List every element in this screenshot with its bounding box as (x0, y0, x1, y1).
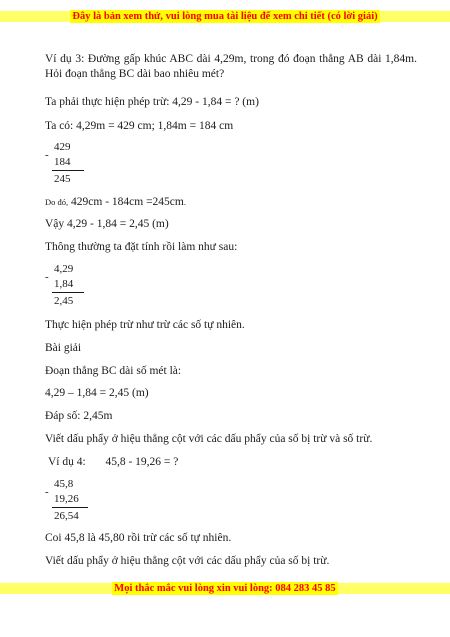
subtraction-calc-1 (45, 140, 95, 188)
example3-step1: Ta phải thực hiện phép trừ: 4,29 - 1,84 = ? (m) (45, 96, 259, 108)
example4-heading (48, 455, 420, 470)
minuend: 4,29 (54, 263, 74, 275)
difference: 2,45 (54, 295, 74, 307)
example3-comma-rule: Viết dấu phẩy ở hiệu thẳng cột với các dấu phẩy của số bị trừ và số trừ. (45, 433, 373, 445)
example3-step2: Ta có: 4,29m = 429 cm; 1,84m = 184 cm (45, 120, 234, 132)
example4-comma-rule: Viết dấu phẩy ở hiệu thẳng cột với các dấu phẩy của số bị trừ. (45, 555, 330, 567)
contact-banner (0, 583, 450, 594)
difference: 26,54 (54, 510, 79, 522)
solution-title: Bài giải (45, 342, 82, 354)
example3-problem: Ví dụ 3: Đường gấp khúc ABC dài 4,29m, trong đó đoạn thẳng AB dài 1,84m. Hỏi đoạn thẳng BC dài bao nhiêu mét? (45, 53, 417, 80)
calc-rule (52, 507, 88, 508)
example4-title: Ví dụ 4: (48, 456, 86, 468)
subtraction-calc-2 (45, 262, 95, 310)
minus-sign: - (45, 149, 49, 161)
solution-answer: Đáp số: 2,45m (45, 410, 113, 422)
minuend: 45,8 (54, 478, 74, 490)
example4-expression: 45,8 - 19,26 = ? (105, 456, 179, 468)
preview-banner-text: Đây là bản xem thử, vui lòng mua tài liệu để xem chi tiết (có lời giải) (72, 11, 378, 22)
do-do-end: . (183, 197, 186, 207)
minuend: 429 (54, 141, 71, 153)
minus-sign: - (45, 486, 49, 498)
subtrahend: 1,84 (54, 278, 74, 290)
minus-sign: - (45, 271, 49, 283)
subtraction-calc-3 (45, 477, 100, 525)
calc-rule (52, 292, 84, 293)
difference: 245 (54, 173, 71, 185)
subtrahend: 184 (54, 156, 71, 168)
calc-rule (52, 170, 84, 171)
example3-method: Thực hiện phép trừ như trừ các số tự nhiên. (45, 319, 245, 331)
solution-line-1: Đoạn thẳng BC dài số mét là: (45, 365, 182, 377)
example3-usual: Thông thường ta đặt tính rồi làm như sau: (45, 241, 238, 253)
example3-conclusion: Vậy 4,29 - 1,84 = 2,45 (m) (45, 218, 169, 230)
example4-note: Coi 45,8 là 45,80 rồi trừ các số tự nhiên. (45, 532, 232, 544)
do-do-expression: 429cm - 184cm =245cm (71, 196, 184, 208)
example3-do-do (45, 195, 417, 210)
do-do-label: Do đó, (45, 197, 69, 207)
solution-line-2: 4,29 – 1,84 = 2,45 (m) (45, 387, 149, 399)
preview-banner (0, 11, 450, 22)
subtrahend: 19,26 (54, 493, 79, 505)
contact-banner-text: Mọi thắc mắc vui lòng xin vui lòng: 084 283 45 85 (114, 583, 336, 594)
